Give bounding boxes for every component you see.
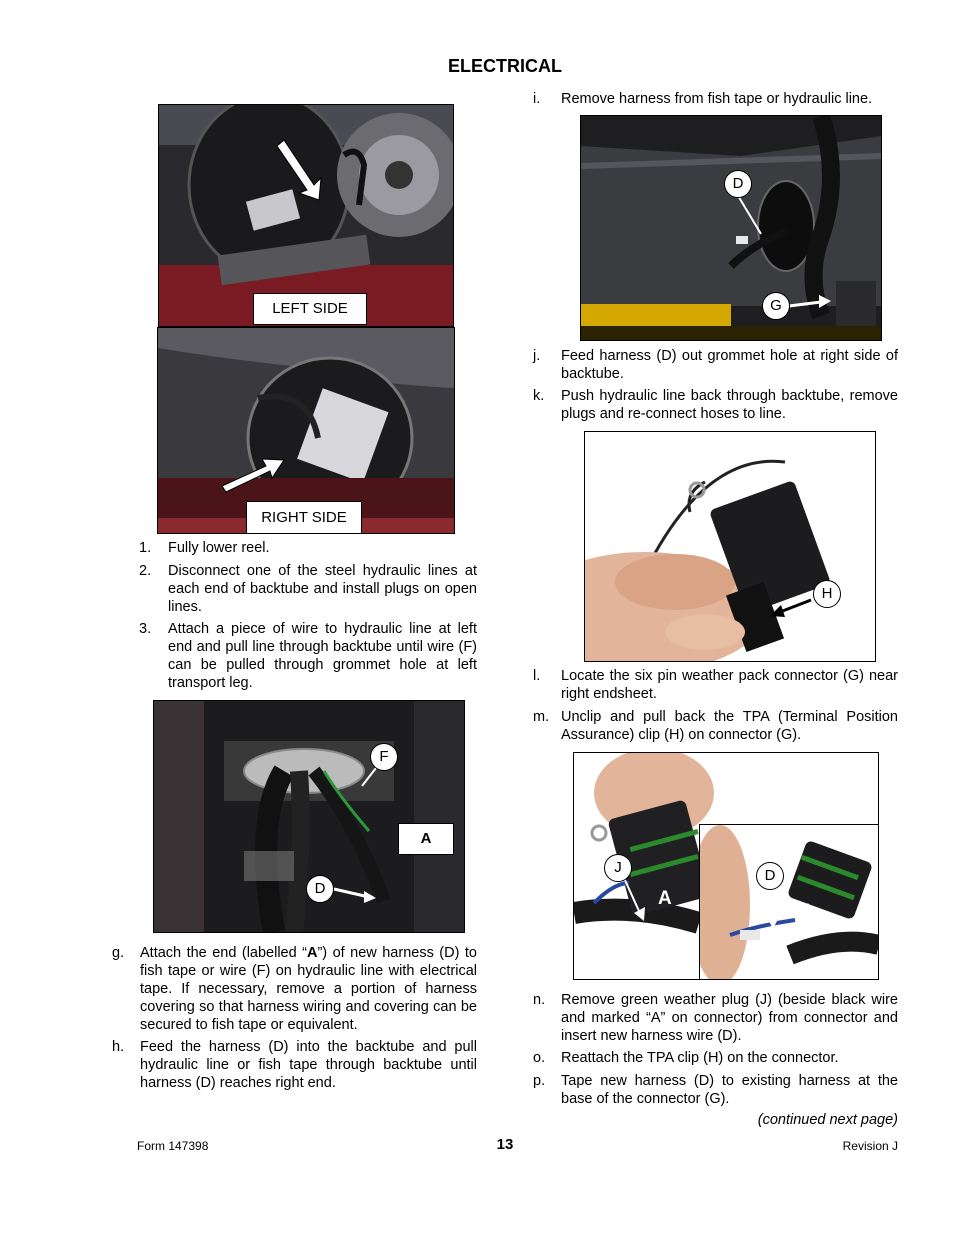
step-text: Remove harness from fish tape or hydraulic line. (561, 91, 873, 107)
step-text: Remove green weather plug (J) (beside black wire and marked “A” on connector) from connector and insert new harness wire (D). (561, 992, 898, 1044)
step-g (112, 944, 477, 1036)
footer-revision: Revision J (842, 1139, 898, 1153)
label-a: A (658, 888, 672, 909)
step-text: Disconnect one of the steel hydraulic lines at each end of backtube and install plugs on open lines. (168, 563, 477, 615)
callout-f: F (370, 743, 398, 771)
step-j (533, 347, 898, 385)
step-label: m. (533, 709, 550, 725)
page-heading: ELECTRICAL (448, 56, 562, 76)
step-text: Unclip and pull back the TPA (Terminal Position Assurance) clip (H) on connector (G). (561, 709, 898, 743)
step-label: j. (533, 348, 541, 364)
step-text: Attach the end (labelled “A”) of new harness (D) to fish tape or wire (F) on hydraulic line with electrical tape. If necessary, remove a portion of harness covering so that harness wiring and covering can be secured to fish tape or equivalent. (140, 945, 477, 1033)
step-label: n. (533, 992, 546, 1008)
photo-right-side (157, 327, 455, 534)
step-text: Feed the harness (D) into the backtube and pull hydraulic line or fish tape through backtube until harness (D) reaches right end. (140, 1039, 477, 1091)
callout-d: D (756, 862, 784, 890)
photo-tpa-clip (584, 431, 876, 662)
step-m (533, 708, 898, 746)
step-text: Tape new harness (D) to existing harness at the base of the connector (G). (561, 1073, 898, 1107)
label-a-inset: A (800, 901, 814, 922)
footer-form-number: Form 147398 (137, 1139, 209, 1153)
step-label: 1. (139, 540, 152, 556)
step-label: k. (533, 388, 545, 404)
step-label: h. (112, 1039, 125, 1055)
step-text: Attach a piece of wire to hydraulic line at left end and pull line through backtube until wire (F) can be pulled through grommet hole at left transport leg. (168, 621, 477, 691)
right-side-label: RIGHT SIDE (246, 501, 362, 534)
callout-d: D (724, 170, 752, 198)
label-a: A (398, 823, 454, 855)
photo-weather-plug (573, 752, 879, 980)
callout-g: G (762, 292, 790, 320)
continued-note: (continued next page) (757, 1112, 898, 1128)
step-2 (139, 562, 477, 618)
callout-j: J (604, 854, 632, 882)
step-label: i. (533, 91, 541, 107)
step-label: o. (533, 1050, 546, 1066)
step-text: Reattach the TPA clip (H) on the connector. (561, 1050, 839, 1066)
step-label: 2. (139, 563, 152, 579)
page-number: 13 (496, 1136, 514, 1153)
step-h (112, 1038, 477, 1094)
step-label: l. (533, 668, 541, 684)
callout-h: H (813, 580, 841, 608)
step-3 (139, 620, 477, 694)
step-l (533, 667, 898, 705)
step-i (533, 90, 898, 110)
step-text: Push hydraulic line back through backtube, remove plugs and re-connect hoses to line. (561, 388, 898, 422)
callout-d: D (306, 875, 334, 903)
step-text: Locate the six pin weather pack connector (G) near right endsheet. (561, 668, 898, 702)
step-label: g. (112, 945, 125, 961)
step-label: 3. (139, 621, 152, 637)
step-n (533, 991, 898, 1047)
step-o (533, 1049, 898, 1069)
left-side-label: LEFT SIDE (253, 293, 367, 325)
step-text: Fully lower reel. (168, 540, 270, 556)
photo-grommet (580, 115, 882, 341)
step-label: p. (533, 1073, 546, 1089)
photo-harness-wire (153, 700, 465, 933)
step-p (533, 1072, 898, 1110)
step-k (533, 387, 898, 425)
step-text: Feed harness (D) out grommet hole at right side of backtube. (561, 348, 898, 382)
photo-left-side (158, 104, 454, 327)
step-1 (139, 539, 477, 559)
